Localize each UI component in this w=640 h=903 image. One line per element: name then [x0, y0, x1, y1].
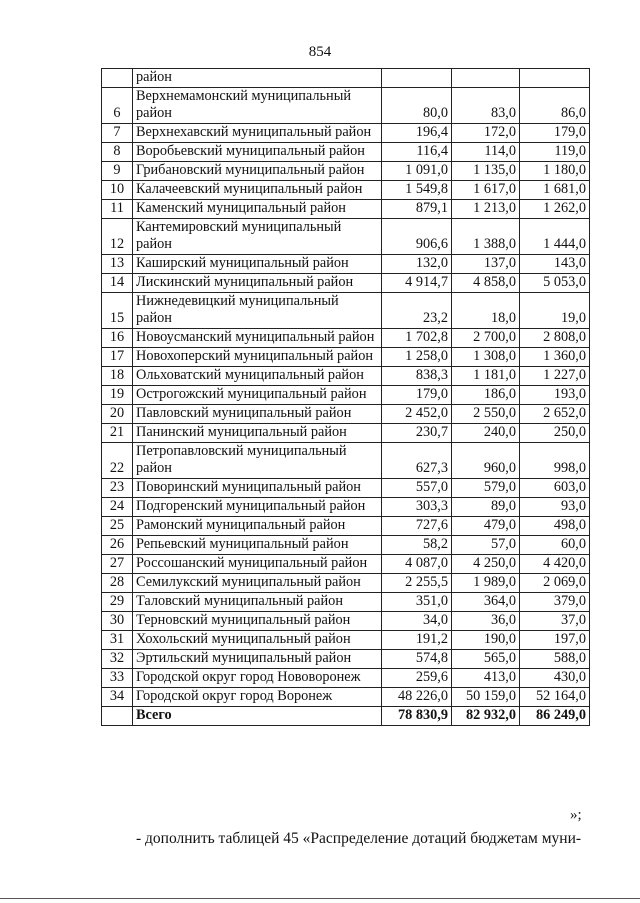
district-name-cell: Семилукский муниципальный район: [133, 574, 382, 593]
table-row: [102, 219, 590, 255]
value-cell-1: 838,3: [382, 367, 452, 386]
row-number-cell: 17: [102, 348, 133, 367]
row-number-cell: 14: [102, 274, 133, 293]
table-row: [102, 631, 590, 650]
row-number-cell: [102, 69, 133, 88]
value-cell-3: 1 227,0: [520, 367, 590, 386]
district-name-cell: Грибановский муниципальный район: [133, 162, 382, 181]
district-name-cell: Острогожский муниципальный район: [133, 386, 382, 405]
value-cell-3: 19,0: [520, 293, 590, 329]
table-row: [102, 200, 590, 219]
table-row: [102, 574, 590, 593]
row-number-cell: 10: [102, 181, 133, 200]
table-row: [102, 88, 590, 124]
table-row: [102, 443, 590, 479]
row-number-cell: 22: [102, 443, 133, 479]
footer-text: - дополнить таблицей 45 «Распределение дотаций бюджетам муни-: [136, 830, 582, 847]
table-row: [102, 162, 590, 181]
district-name-cell: Новоусманский муниципальный район: [133, 329, 382, 348]
district-name-cell: Городской округ город Воронеж: [133, 688, 382, 707]
district-name-cell: Репьевский муниципальный район: [133, 536, 382, 555]
district-name-cell: Павловский муниципальный район: [133, 405, 382, 424]
row-number-cell: 33: [102, 669, 133, 688]
value-cell-3: 193,0: [520, 386, 590, 405]
value-cell-3: 2 652,0: [520, 405, 590, 424]
value-cell-1: 303,3: [382, 498, 452, 517]
district-name-cell: Эртильский муниципальный район: [133, 650, 382, 669]
district-name-cell: Рамонский муниципальный район: [133, 517, 382, 536]
table-row: [102, 367, 590, 386]
district-name-cell: Терновский муниципальный район: [133, 612, 382, 631]
value-cell-1: 1 258,0: [382, 348, 452, 367]
row-number-cell: 25: [102, 517, 133, 536]
value-cell-1: 557,0: [382, 479, 452, 498]
table-row: [102, 143, 590, 162]
table-row: [102, 688, 590, 707]
value-cell-1: 4 087,0: [382, 555, 452, 574]
total-value-2: 82 932,0: [452, 707, 520, 726]
value-cell-1: 132,0: [382, 255, 452, 274]
value-cell-1: 196,4: [382, 124, 452, 143]
row-number-cell: 19: [102, 386, 133, 405]
district-name-cell: Петропавловский муниципальный район: [133, 443, 382, 479]
table-row: [102, 650, 590, 669]
value-cell-1: 80,0: [382, 88, 452, 124]
value-cell-2: 89,0: [452, 498, 520, 517]
total-number-cell: [102, 707, 133, 726]
table-row: [102, 274, 590, 293]
value-cell-1: 2 255,5: [382, 574, 452, 593]
value-cell-1: 179,0: [382, 386, 452, 405]
value-cell-2: 1 181,0: [452, 367, 520, 386]
district-name-cell: Таловский муниципальный район: [133, 593, 382, 612]
value-cell-2: 1 135,0: [452, 162, 520, 181]
row-number-cell: 30: [102, 612, 133, 631]
row-number-cell: 24: [102, 498, 133, 517]
value-cell-1: 116,4: [382, 143, 452, 162]
value-cell-3: 2 808,0: [520, 329, 590, 348]
table-row: [102, 69, 590, 88]
value-cell-1: 879,1: [382, 200, 452, 219]
district-name-cell: Каширский муниципальный район: [133, 255, 382, 274]
value-cell-3: 603,0: [520, 479, 590, 498]
value-cell-2: 137,0: [452, 255, 520, 274]
total-label: Всего: [133, 707, 382, 726]
table-row: [102, 517, 590, 536]
district-name-cell: Каменский муниципальный район: [133, 200, 382, 219]
page-bottom-edge: [0, 898, 640, 899]
value-cell-2: 479,0: [452, 517, 520, 536]
value-cell-2: 413,0: [452, 669, 520, 688]
table-row: [102, 536, 590, 555]
row-number-cell: 29: [102, 593, 133, 612]
table-row: [102, 255, 590, 274]
value-cell-3: 143,0: [520, 255, 590, 274]
row-number-cell: 23: [102, 479, 133, 498]
value-cell-2: 2 550,0: [452, 405, 520, 424]
value-cell-2: [452, 69, 520, 88]
value-cell-3: 250,0: [520, 424, 590, 443]
value-cell-1: 1 091,0: [382, 162, 452, 181]
value-cell-1: 23,2: [382, 293, 452, 329]
value-cell-3: 2 069,0: [520, 574, 590, 593]
total-value-3: 86 249,0: [520, 707, 590, 726]
value-cell-3: 37,0: [520, 612, 590, 631]
row-number-cell: 21: [102, 424, 133, 443]
value-cell-1: [382, 69, 452, 88]
value-cell-2: 565,0: [452, 650, 520, 669]
value-cell-2: 1 989,0: [452, 574, 520, 593]
value-cell-3: 430,0: [520, 669, 590, 688]
value-cell-2: 114,0: [452, 143, 520, 162]
table-row: [102, 555, 590, 574]
value-cell-1: 4 914,7: [382, 274, 452, 293]
table-row: [102, 479, 590, 498]
value-cell-3: 197,0: [520, 631, 590, 650]
value-cell-2: 4 250,0: [452, 555, 520, 574]
value-cell-2: 579,0: [452, 479, 520, 498]
table-row: [102, 405, 590, 424]
district-name-cell: Городской округ город Нововоронеж: [133, 669, 382, 688]
value-cell-2: 2 700,0: [452, 329, 520, 348]
row-number-cell: 16: [102, 329, 133, 348]
value-cell-1: 48 226,0: [382, 688, 452, 707]
district-name-cell: Хохольский муниципальный район: [133, 631, 382, 650]
value-cell-2: 4 858,0: [452, 274, 520, 293]
row-number-cell: 28: [102, 574, 133, 593]
district-name-cell: район: [133, 69, 382, 88]
row-number-cell: 7: [102, 124, 133, 143]
value-cell-2: 240,0: [452, 424, 520, 443]
value-cell-3: 998,0: [520, 443, 590, 479]
value-cell-1: 906,6: [382, 219, 452, 255]
page-number: 854: [308, 44, 332, 60]
district-name-cell: Поворинский муниципальный район: [133, 479, 382, 498]
value-cell-3: 1 180,0: [520, 162, 590, 181]
value-cell-1: 191,2: [382, 631, 452, 650]
table-row: [102, 498, 590, 517]
row-number-cell: 18: [102, 367, 133, 386]
value-cell-3: 498,0: [520, 517, 590, 536]
table-row: [102, 424, 590, 443]
table-row: [102, 386, 590, 405]
value-cell-3: [520, 69, 590, 88]
value-cell-2: 1 213,0: [452, 200, 520, 219]
row-number-cell: 11: [102, 200, 133, 219]
row-number-cell: 34: [102, 688, 133, 707]
row-number-cell: 31: [102, 631, 133, 650]
value-cell-1: 574,8: [382, 650, 452, 669]
value-cell-3: 588,0: [520, 650, 590, 669]
value-cell-1: 351,0: [382, 593, 452, 612]
district-name-cell: Лискинский муниципальный район: [133, 274, 382, 293]
value-cell-3: 119,0: [520, 143, 590, 162]
value-cell-2: 364,0: [452, 593, 520, 612]
table-row: [102, 293, 590, 329]
value-cell-1: 34,0: [382, 612, 452, 631]
value-cell-2: 36,0: [452, 612, 520, 631]
value-cell-3: 60,0: [520, 536, 590, 555]
row-number-cell: 8: [102, 143, 133, 162]
total-row: [102, 707, 590, 726]
value-cell-3: 379,0: [520, 593, 590, 612]
value-cell-1: 230,7: [382, 424, 452, 443]
total-value-1: 78 830,9: [382, 707, 452, 726]
value-cell-2: 50 159,0: [452, 688, 520, 707]
value-cell-3: 1 360,0: [520, 348, 590, 367]
value-cell-2: 1 308,0: [452, 348, 520, 367]
value-cell-3: 86,0: [520, 88, 590, 124]
value-cell-2: 960,0: [452, 443, 520, 479]
table-body: [102, 69, 590, 726]
value-cell-2: 1 617,0: [452, 181, 520, 200]
value-cell-3: 1 262,0: [520, 200, 590, 219]
value-cell-2: 186,0: [452, 386, 520, 405]
table-row: [102, 348, 590, 367]
row-number-cell: 32: [102, 650, 133, 669]
district-name-cell: Россошанский муниципальный район: [133, 555, 382, 574]
row-number-cell: 27: [102, 555, 133, 574]
table-row: [102, 181, 590, 200]
row-number-cell: 26: [102, 536, 133, 555]
value-cell-3: 52 164,0: [520, 688, 590, 707]
value-cell-3: 179,0: [520, 124, 590, 143]
district-name-cell: Нижнедевицкий муниципальный район: [133, 293, 382, 329]
district-name-cell: Верхнехавский муниципальный район: [133, 124, 382, 143]
table-row: [102, 124, 590, 143]
value-cell-2: 18,0: [452, 293, 520, 329]
value-cell-2: 190,0: [452, 631, 520, 650]
table-row: [102, 329, 590, 348]
district-name-cell: Панинский муниципальный район: [133, 424, 382, 443]
row-number-cell: 15: [102, 293, 133, 329]
value-cell-1: 2 452,0: [382, 405, 452, 424]
value-cell-3: 4 420,0: [520, 555, 590, 574]
district-name-cell: Кантемировский муниципальный район: [133, 219, 382, 255]
row-number-cell: 6: [102, 88, 133, 124]
district-name-cell: Калачеевский муниципальный район: [133, 181, 382, 200]
value-cell-2: 1 388,0: [452, 219, 520, 255]
table-row: [102, 669, 590, 688]
value-cell-3: 1 681,0: [520, 181, 590, 200]
value-cell-2: 57,0: [452, 536, 520, 555]
district-name-cell: Верхнемамонский муниципальный район: [133, 88, 382, 124]
row-number-cell: 13: [102, 255, 133, 274]
value-cell-1: 727,6: [382, 517, 452, 536]
value-cell-1: 58,2: [382, 536, 452, 555]
value-cell-3: 93,0: [520, 498, 590, 517]
table-row: [102, 612, 590, 631]
closing-quote: »;: [570, 807, 582, 823]
value-cell-1: 259,6: [382, 669, 452, 688]
value-cell-2: 83,0: [452, 88, 520, 124]
value-cell-1: 1 702,8: [382, 329, 452, 348]
district-name-cell: Новохоперский муниципальный район: [133, 348, 382, 367]
district-name-cell: Ольховатский муниципальный район: [133, 367, 382, 386]
row-number-cell: 20: [102, 405, 133, 424]
value-cell-3: 5 053,0: [520, 274, 590, 293]
row-number-cell: 9: [102, 162, 133, 181]
table-row: [102, 593, 590, 612]
district-name-cell: Подгоренский муниципальный район: [133, 498, 382, 517]
value-cell-3: 1 444,0: [520, 219, 590, 255]
district-name-cell: Воробьевский муниципальный район: [133, 143, 382, 162]
value-cell-2: 172,0: [452, 124, 520, 143]
distribution-table: [101, 68, 590, 726]
row-number-cell: 12: [102, 219, 133, 255]
value-cell-1: 1 549,8: [382, 181, 452, 200]
value-cell-1: 627,3: [382, 443, 452, 479]
